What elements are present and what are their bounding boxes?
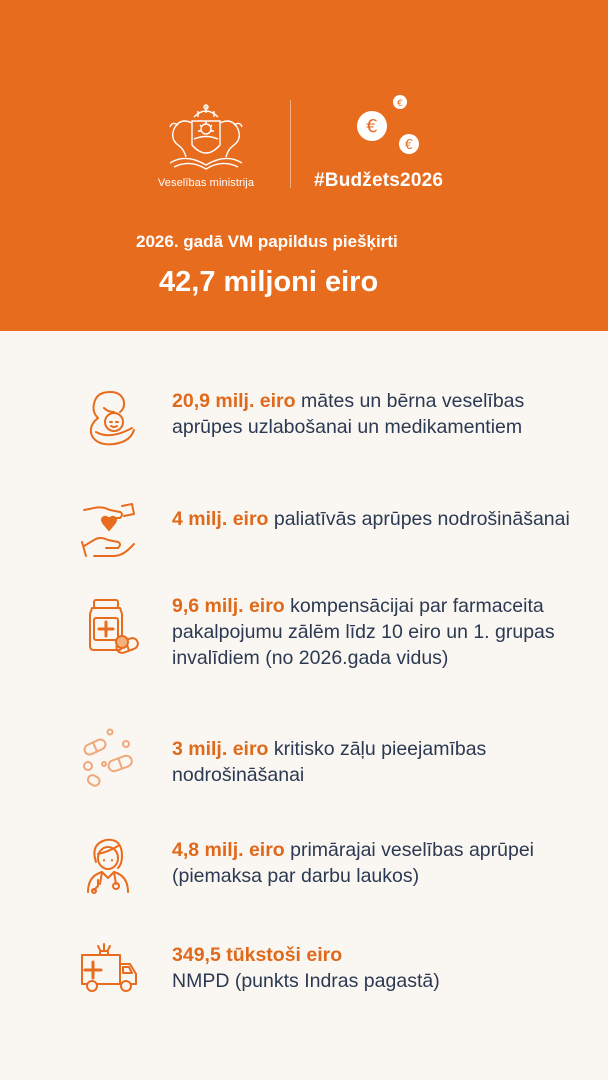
item-text: primārajai veselības aprūpei (piemaksa par darbu laukos) [172, 839, 535, 887]
item-description [172, 506, 592, 532]
item-description [172, 593, 592, 671]
budget-hashtag: #Budžets2026 [314, 170, 444, 191]
mother-child-icon [80, 386, 142, 448]
ministry-name: Veselības ministrija [157, 177, 255, 189]
euro-coin-small: € [397, 99, 403, 109]
item-amount: 4 milj. eiro [172, 508, 269, 530]
item-text: kompensācijai par farmaceita pakalpojumu zālēm līdz 10 eiro un 1. grupas invalīdiem (no 2026.gada vidus) [172, 595, 555, 669]
header-divider [290, 100, 291, 188]
item-amount: 4,8 milj. eiro [172, 839, 285, 861]
medicine-bottle-icon [80, 596, 142, 658]
euro-coin-large: € [366, 116, 378, 137]
item-text: kritisko zāļu pieejamības nodrošināšanai [172, 738, 487, 786]
item-description [172, 837, 592, 889]
euro-coins-icon [350, 92, 426, 160]
latvia-coat-of-arms-icon [160, 103, 252, 173]
hands-heart-icon [78, 500, 140, 562]
header-banner [0, 0, 608, 331]
total-amount: 42,7 miljoni eiro [159, 266, 379, 298]
ambulance-icon [78, 938, 140, 1000]
item-description [172, 388, 592, 440]
pills-icon [78, 728, 140, 790]
item-description [172, 942, 592, 994]
item-description [172, 736, 592, 788]
euro-coin-medium: € [404, 138, 414, 153]
item-amount: 3 milj. eiro [172, 738, 269, 760]
page-subtitle: 2026. gadā VM papildus piešķirti [136, 232, 398, 251]
item-amount: 20,9 milj. eiro [172, 390, 296, 412]
item-text: NMPD (punkts Indras pagastā) [172, 970, 440, 992]
item-text: mātes un bērna veselības aprūpes uzlabošanai un medikamentiem [172, 390, 525, 438]
item-amount: 9,6 milj. eiro [172, 595, 285, 617]
item-text: paliatīvās aprūpes nodrošināšanai [268, 508, 570, 530]
doctor-icon [78, 834, 140, 896]
item-amount: 349,5 tūkstoši eiro [172, 944, 343, 966]
